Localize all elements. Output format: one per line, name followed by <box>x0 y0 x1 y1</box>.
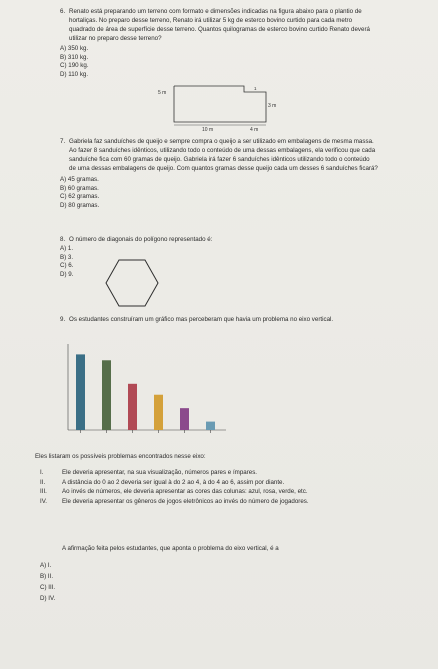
q6-line-3: quadrado de área de superfície desse terreno. Quantos quilogramas de esterco bovino curtido Renato deverá <box>69 26 370 33</box>
q7-line-1: Gabriela faz sanduíches de queijo e sempre compra o queijo a ser utilizado em embalagens de mesma massa. <box>69 138 374 145</box>
chart-bar-3 <box>128 384 137 430</box>
q9-option-a[interactable]: A) I. <box>40 562 52 569</box>
q7-options <box>60 176 99 210</box>
q9-problem-4 <box>40 497 309 507</box>
q9-problem-1 <box>40 468 309 478</box>
q6-line-4: utilizar no preparo desse terreno? <box>69 35 162 42</box>
chart-bar-6 <box>206 422 215 430</box>
q8-number: 8. <box>60 236 66 243</box>
q6-option-a[interactable]: A) 350 kg. <box>60 45 89 52</box>
q6-number: 6. <box>60 8 66 15</box>
q9-problem-3-roman: III. <box>40 488 47 496</box>
chart-bar-5 <box>180 408 189 430</box>
q6-options <box>60 45 89 79</box>
q7-line-3: sanduíche fica com 60 gramas de queijo. Gabriela irá fazer 6 sanduíches idênticos utilizando todo o conteúdo <box>69 156 370 163</box>
q6-line-2: hortaliças. No preparo desse terreno, Renato irá utilizar 5 kg de esterco bovino curtido para cada metro <box>69 17 353 24</box>
q9-problem-3-text: Ao invés de números, ele deveria apresentar as cores das colunas: azul, rosa, verde, etc. <box>62 488 308 496</box>
q7-option-c[interactable]: C) 62 gramas. <box>60 193 100 201</box>
q6-option-d[interactable]: D) 110 kg. <box>60 70 89 78</box>
q9-number: 9. <box>60 316 66 323</box>
q6-line-1: Renato está preparando um terreno com formato e dimensões indicadas na figura abaixo para o plantio de <box>69 8 362 15</box>
chart-bar-2 <box>102 360 111 430</box>
q8-text: O número de diagonais do polígono representado é: <box>69 236 213 243</box>
q6-terrain-figure <box>158 78 298 132</box>
q6-label-4m: 4 m <box>250 127 259 132</box>
q9-option-b[interactable]: B) II. <box>40 573 54 580</box>
q8-options <box>60 245 73 279</box>
q9-problem-3 <box>40 487 309 497</box>
q9-option-d[interactable]: D) IV. <box>40 595 56 602</box>
q6-label-top: 1 <box>254 86 257 91</box>
q9-text: Os estudantes construíram um gráfico mas perceberam que havia um problema no eixo vertical. <box>69 316 334 323</box>
q8-option-b[interactable]: B) 3. <box>60 253 74 261</box>
q8-option-a[interactable]: A) 1. <box>60 245 74 252</box>
q9-problem-4-text: Ele deveria apresentar os gêneros de jogos eletrônicos ao invés do número de jogadores. <box>62 497 309 505</box>
chart-bar-4 <box>154 395 163 430</box>
q9-problem-1-roman: I. <box>40 469 44 476</box>
chart-bars <box>76 354 215 433</box>
q9-question: A afirmação feita pelos estudantes, que aponta o problema do eixo vertical, é a <box>62 545 279 552</box>
chart-bar-1 <box>76 354 85 430</box>
q7-option-a[interactable]: A) 45 gramas. <box>60 176 99 183</box>
q9-problem-4-roman: IV. <box>40 497 47 505</box>
q6-option-c[interactable]: C) 190 kg. <box>60 62 89 70</box>
q7-option-d[interactable]: D) 80 gramas. <box>60 201 100 209</box>
q9-problem-2-roman: II. <box>40 478 46 486</box>
q9-problem-list <box>40 468 309 506</box>
q8-option-c[interactable]: C) 6. <box>60 262 74 270</box>
q9-bar-chart <box>46 334 272 442</box>
q9-problem-2-text: A distância do 0 ao 2 deveria ser igual à do 2 ao 4, à do 4 ao 6, assim por diante. <box>62 478 285 486</box>
q7-line-4: de uma dessas embalagens de queijo. Com quantos gramas desse queijo cada um desses 6 sanduíches ficará? <box>69 165 378 172</box>
q7-number: 7. <box>60 138 66 145</box>
q6-label-10m: 10 m <box>202 127 214 132</box>
q9-options <box>40 560 55 604</box>
q8-hexagon-figure <box>104 258 160 308</box>
q9-option-c[interactable]: C) III. <box>40 584 56 591</box>
q6-option-b[interactable]: B) 310 kg. <box>60 53 89 61</box>
q6-label-3m: 3 m <box>268 103 277 109</box>
q6-label-5m: 5 m <box>158 90 167 96</box>
q8-option-d[interactable]: D) 9. <box>60 270 74 278</box>
q9-listed-text: Eles listaram os possíveis problemas encontrados nesse eixo: <box>35 453 206 460</box>
q9-problem-2 <box>40 478 309 488</box>
q9-problem-1-text: Ele deveria apresentar, na sua visualização, números pares e ímpares. <box>62 469 258 476</box>
q7-line-2: Ao fazer 8 sanduíches idênticos, utilizando todo o conteúdo de uma dessas embalagens, ela verificou que cada <box>69 147 376 154</box>
q7-option-b[interactable]: B) 60 gramas. <box>60 184 99 192</box>
